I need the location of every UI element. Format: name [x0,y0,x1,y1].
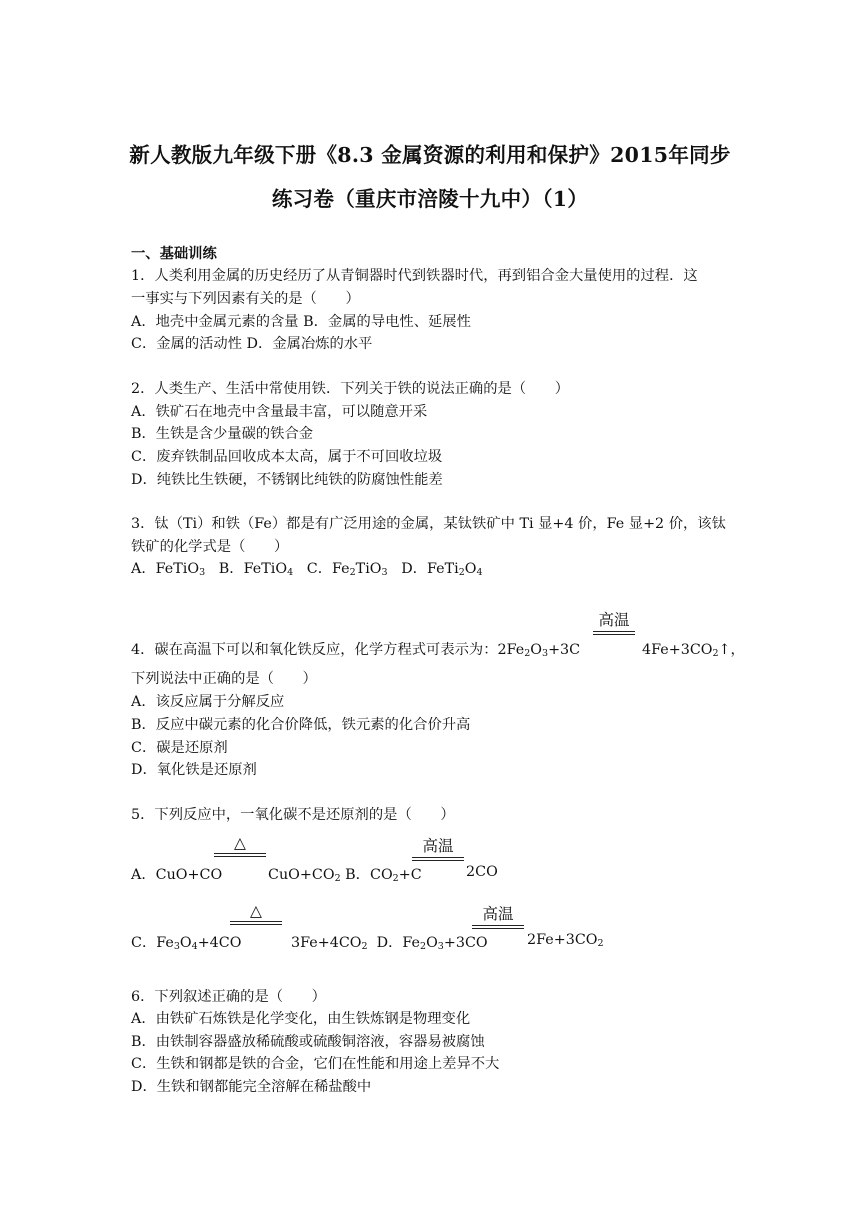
q1-stem-line1: 1．人类利用金属的历史经历了从青铜器时代到铁器时代，再到铝合金大量使用的过程．这 [131,268,698,284]
q4-option-b: B．反应中碳元素的化合价降低，铁元素的化合价升高 [131,717,471,733]
q2-option-b: B．生铁是含少量碳的铁合金 [131,426,314,442]
q5-d-products-group [527,932,604,948]
q4-option-c: C．碳是还原剂 [131,740,228,756]
q5-a-reactants: CuO+CO [155,867,223,883]
q3-stem-line1: 3．钛（Ti）和铁（Fe）都是有广泛用途的金属，某钛铁矿中 Ti 显+4 价，Fe 显+2 价，该钛 [131,516,726,532]
q1-stem-line2: 一事实与下列因素有关的是（ ） [131,291,360,307]
q3-options: A．FeTiO$_3$ B．FeTiO$_4$ C．$Fe_2TiO_3$ D．$FeTi_2O_4$ [131,561,483,578]
q6-option-d: D．生铁和钢都能完全溶解在稀盐酸中 [131,1079,372,1095]
q1-options-cd: C．金属的活动性 D．金属冶炼的水平 [131,336,373,352]
q6-option-b: B．由铁制容器盛放稀硫酸或硫酸铜溶液，容器易被腐蚀 [131,1034,485,1050]
q5-a-products-group: $CuO+CO_2$ B．$CO_2+C$ [268,867,422,884]
q3-option-a: FeTiO$_3$ [155,561,206,578]
q5-stem: 5．下列反应中，一氧化碳不是还原剂的是（ ） [131,807,455,823]
q4-option-d: D．氧化铁是还原剂 [131,762,257,778]
page-title-line1: 新人教版九年级下册《8.3 金属资源的利用和保护》2015年同步 [129,143,731,167]
q5-c-products: $3Fe+4CO_2$ [291,935,368,952]
q3-option-c: $Fe_2TiO_3$ [332,561,388,578]
q5-d-products: $2Fe+3CO_2$ [527,932,604,949]
q2-option-a: A．铁矿石在地壳中含量最丰富，可以随意开采 [131,404,428,420]
section-heading: 一、基础训练 [131,246,217,262]
q5-c-reactants: $Fe_3O_4+4CO$ [156,935,242,952]
q5-b-products: 2CO [466,864,498,880]
q3-option-b: FeTiO$_4$ [243,561,294,578]
q5-options-ab: A．CuO+CO [131,867,223,883]
q3-stem-line2: 铁矿的化学式是（ ） [131,539,289,555]
q4-condition: 高温 [593,608,635,635]
page-title-line2: 练习卷（重庆市涪陵十九中）（1） [271,187,589,211]
q6-option-a: A．由铁矿石炼铁是化学变化，由生铁炼钢是物理变化 [131,1011,471,1027]
q5-c-products-group: $3Fe+4CO_2$ D．$Fe_2O_3+3CO$ [291,935,488,952]
q6-option-c: C．生铁和钢都是铁的合金，它们在性能和用途上差异不大 [131,1056,500,1072]
q5-b-reactants: $CO_2+C$ [369,867,422,884]
q5-b-products-group [466,864,498,880]
q5-a-condition: △ [214,834,266,857]
q4-products: $4Fe+3CO_2↑$， [642,642,745,659]
q4-stem-line1: 4．碳在高温下可以和氧化铁反应，化学方程式可表示为：$2Fe_2O_3+3C$ [131,642,581,659]
q5-d-condition: 高温 [472,902,524,929]
q5-c-condition: △ [230,902,282,925]
q5-d-reactants: $Fe_2O_3+3CO$ [402,935,488,952]
q4-reactants: $2Fe_2O_3+3C$ [497,642,581,659]
q4-stem-line2: 下列说法中正确的是（ ） [131,671,317,687]
q2-option-d: D．纯铁比生铁硬，不锈钢比纯铁的防腐蚀性能差 [131,472,443,488]
q2-stem: 2．人类生产、生活中常使用铁．下列关于铁的说法正确的是（ ） [131,381,569,397]
q6-stem: 6．下列叙述正确的是（ ） [131,989,326,1005]
q5-a-products: $CuO+CO_2$ [268,867,341,884]
q2-option-c: C．废弃铁制品回收成本太高，属于不可回收垃圾 [131,449,443,465]
q5-options-cd: C．$Fe_3O_4+4CO$ [131,935,242,952]
q4-option-a: A．该反应属于分解反应 [131,694,285,710]
q1-options-ab: A．地壳中金属元素的含量 B．金属的导电性、延展性 [131,314,471,330]
q3-option-d: $FeTi_2O_4$ [426,561,483,578]
q5-b-condition: 高温 [412,834,464,861]
